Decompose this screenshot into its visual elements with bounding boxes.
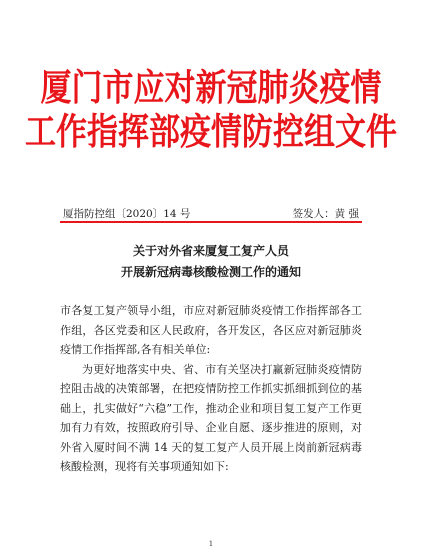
title-line-1: 关于对外省来厦复工复产人员 xyxy=(132,244,289,258)
document-body xyxy=(60,301,362,477)
header-line-2: 工作指挥部疫情防控组文件 xyxy=(25,110,397,154)
body-paragraph: 为更好地落实中央、省、市有关坚决打赢新冠肺炎疫情防控阻击战的决策部署，在把疫情防控工作抓实抓细抓到位的基础上，扎实做好“六稳”工作，推动企业和项目复工复产工作更加有力有效，按照政府引导、企业自愿、逐步推进的原则，对外省入厦时间不满 14 天的复工复产人员开展上岗前新冠病毒核酸检测，现将有关事项通知如下: xyxy=(60,362,362,473)
notice-title xyxy=(0,241,422,283)
header-line-1: 厦门市应对新冠肺炎疫情 xyxy=(40,66,382,110)
title-line-2: 开展新冠病毒核酸检测工作的通知 xyxy=(120,265,301,279)
document-number: 厦指防控组〔2020〕14 号 xyxy=(63,208,191,220)
document-meta xyxy=(63,206,359,221)
red-divider xyxy=(60,221,362,223)
document-header xyxy=(0,66,422,154)
salutation: 市各复工复产领导小组，市应对新冠肺炎疫情工作指挥部各工作组，各区党委和区人民政府，各开发区，各区应对新冠肺炎疫情工作指挥部,各有相关单位: xyxy=(60,304,362,356)
page-number: 1 xyxy=(208,540,214,548)
signer: 签发人：黄 强 xyxy=(292,208,359,220)
